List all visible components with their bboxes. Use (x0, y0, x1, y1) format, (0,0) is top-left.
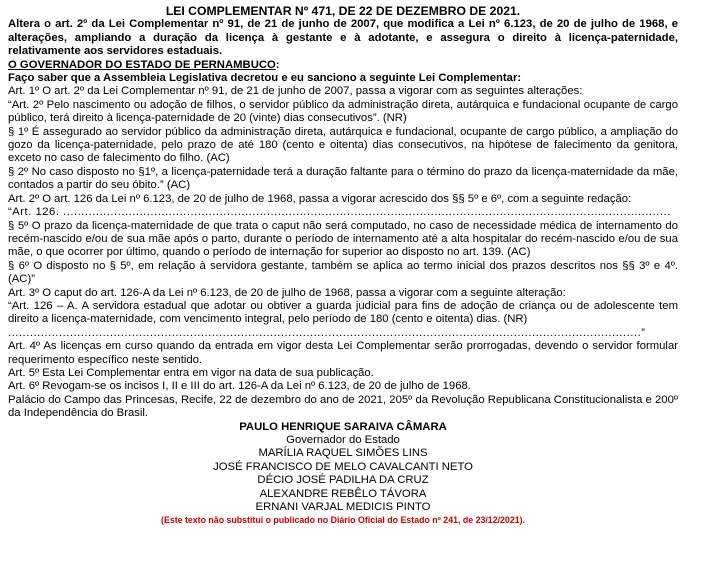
governor-heading (8, 59, 678, 72)
secretary-name: ERNANI VARJAL MEDICIS PINTO (255, 501, 431, 514)
paragraph-6: § 6º O disposto no § 5º, em relação à servidora gestante, também se aplica ao termo inicial dos prazos descritos nos §§ 3º e 4º. (AC)” (8, 259, 678, 286)
art-4: Art. 4º As licenças em curso quando da entrada em vigor desta Lei Complementar serão prorrogadas, devendo o servidor formular requerimento específico neste sentido. (8, 340, 678, 366)
art-1: Art. 1º O art. 2º da Lei Complementar nº 91, de 21 de junho de 2007, passa a vigorar com as seguintes alterações: (8, 85, 583, 98)
art-2-quote: “Art. 2º Pelo nascimento ou adoção de filhos, o servidor público da administração direta, autárquica e fundacional ocupante de cargo público, terá direito à licença-paternidade de 20 (vinte) dias consecutivos”. (NR) (8, 98, 678, 125)
art-3: Art. 3º O caput do art. 126-A da Lei nº 6.123, de 20 de julho de 1968, passa a vigorar com a seguinte alteração: (8, 286, 566, 299)
secretary-name: JOSÉ FRANCISCO DE MELO CAVALCANTI NETO (213, 460, 473, 473)
secretary-name: MARÍLIA RAQUEL SIMÕES LINS (258, 447, 428, 460)
closing-place-date: Palácio do Campo das Princesas, Recife, 22 de dezembro do ano de 2021, 205º da Revolução Republicana Constitucionalista e 200º da Independência do Brasil. (8, 393, 678, 420)
paragraph-2: § 2º No caso disposto no §1º, a licença-paternidade terá a duração faltante para o término do prazo da licença-maternidade da mãe, contados a partir do seu óbito.” (AC) (8, 165, 678, 192)
art-126-a-quote: “Art. 126 – A. A servidora estadual que adotar ou obtiver a guarda judicial para fins de adoção de criança ou de adolescente tem direito a licença-maternidade, com vencimento integral, pelo período de 180 (cento e oitenta) dias. (NR) (8, 299, 678, 326)
paragraph-5: § 5º O prazo da licença-maternidade de que trata o caput não será computado, no caso de necessidade médica de internamento do recém-nascido e/ou de sua mãe após o parto, durante o período de internamento até a alta hospitalar do recém-nascido e/ou de sua mãe, o que ocorrer por último, quando o período de internação for superior ao disposto no art. 139. (AC) (8, 219, 678, 259)
enactment-clause: Faço saber que a Assembleia Legislativa decretou e eu sanciono a seguinte Lei Complementar: (8, 72, 522, 85)
art-6: Art. 6º Revogam-se os incisos I, II e III do art. 126-A da Lei nº 6.123, de 20 de julho de 1968. (8, 380, 471, 393)
governor-title: Governador do Estado (286, 434, 400, 446)
secretary-name: ALEXANDRE REBÊLO TÁVORA (259, 487, 427, 500)
governor-name: PAULO HENRIQUE SARAIVA CÂMARA (239, 420, 447, 433)
governor-heading-colon: : (275, 58, 280, 71)
disclaimer-note: (Este texto não substitui o publicado no Diário Oficial do Estado nº 241, de 23/12/2021). (161, 515, 525, 526)
art-126-dotted-line: “Art. 126. ....................................................................................................................................................................... (8, 206, 671, 219)
secretary-name: DÉCIO JOSÉ PADILHA DA CRUZ (257, 474, 429, 487)
dotted-line-closing: ..............................................................................................................................................................................” (8, 326, 646, 339)
paragraph-1: § 1º É assegurado ao servidor público da administração direta, autárquica e fundacional, ocupante de cargo público, a ampliação do gozo da licença-paternidade, pelo prazo de até 180 (cento e oitenta) dias consecutivos, na hipótese de falecimento da genitora, exceto no caso de falecimento do filho. (AC) (8, 125, 678, 165)
law-ementa: Altera o art. 2º da Lei Complementar nº 91, de 21 de junho de 2007, que modifica a Lei nº 6.123, de 20 de julho de 1968, e alterações, ampliando a duração da licença à gestante e à adotante, e assegura o direito à licença-paternidade, relativamente aos servidores estaduais. (8, 18, 678, 58)
law-title: LEI COMPLEMENTAR Nº 471, DE 22 DE DEZEMBRO DE 2021. (165, 4, 521, 18)
governor-heading-text: O GOVERNADOR DO ESTADO DE PERNAMBUCO (8, 58, 276, 71)
law-document (8, 5, 678, 526)
signature-block (8, 421, 678, 515)
art-2: Art. 2º O art. 126 da Lei nº 6.123, de 20 de julho de 1968, passa a vigorar acrescido dos §§ 5º e 6º, com a seguinte redação: (8, 192, 632, 205)
art-5: Art. 5º Esta Lei Complementar entra em vigor na data de sua publicação. (8, 366, 374, 379)
